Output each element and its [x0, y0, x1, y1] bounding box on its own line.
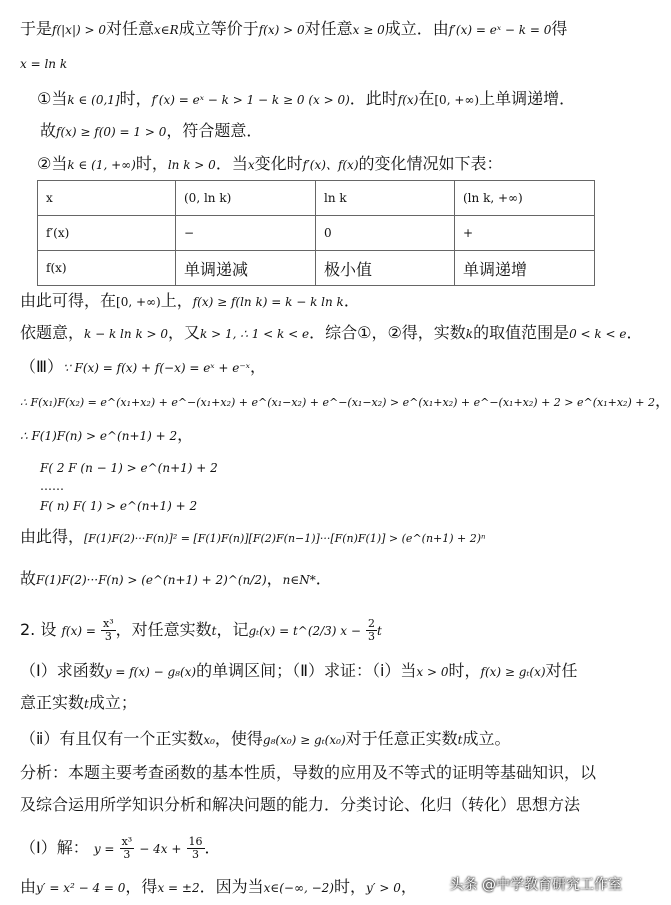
text: ．: [204, 838, 221, 857]
text: 时，: [448, 661, 481, 680]
text-line-18: [20, 692, 137, 715]
text: 时，: [119, 89, 152, 108]
math: x∈(−∞, −2): [263, 881, 334, 895]
text: ．综合①，②得，实数: [309, 323, 466, 342]
math: f′(x)、f(x): [302, 158, 359, 172]
text: ，: [249, 357, 266, 376]
text: ．当: [215, 154, 248, 173]
text: （Ⅰ）求函数: [20, 661, 105, 680]
text-line-3: [37, 88, 575, 111]
math: f(|x|) > 0: [52, 23, 106, 37]
text: 依题意，: [20, 323, 85, 342]
text: 成立等价于: [178, 19, 259, 38]
math: ∴ F(1)F(n) > e^(n+1) + 2: [20, 429, 178, 443]
math: y′ = x² − 4 = 0: [36, 881, 126, 895]
text: 对任意: [106, 19, 155, 38]
text-line-10: [20, 424, 193, 447]
text-line-7: [20, 322, 642, 345]
text-line-13: [40, 494, 197, 517]
fraction: [101, 618, 116, 643]
variation-table: [37, 180, 595, 286]
text: ，对任意实数: [115, 620, 212, 639]
text: 由此得，: [20, 527, 85, 546]
math: x = ±2: [157, 881, 200, 895]
text: （ⅱ）有且仅有一个正实数: [20, 729, 204, 748]
text-line-16: [20, 618, 382, 643]
math: 0 < k < e: [569, 327, 627, 341]
text: 上，: [160, 291, 193, 310]
math: f′(x) = eˣ − k > 1 − k ≥ 0 (x > 0): [151, 93, 350, 107]
numerator: x³: [121, 835, 133, 848]
table-cell: (0, ln k): [176, 181, 316, 216]
text: 对于任意正实数: [345, 729, 458, 748]
text: 的单调区间；（Ⅱ）求证：（ⅰ）当: [196, 661, 417, 680]
table-row: [38, 251, 595, 286]
text: 意正实数: [20, 693, 85, 712]
math: F( 2 F (n − 1) > e^(n+1) + 2: [40, 461, 218, 475]
math: t: [377, 624, 382, 638]
text: ，使得: [214, 729, 263, 748]
math: k − k ln k > 0: [84, 327, 169, 341]
table-row: [38, 181, 595, 216]
math: [0, +∞): [116, 295, 161, 309]
text: 2. 设: [20, 620, 57, 639]
math: y = f(x) − g₈(x): [104, 665, 197, 679]
table-cell: 极小值: [316, 251, 455, 286]
table-cell: ln k: [316, 181, 455, 216]
text: ，记: [216, 620, 249, 639]
math: [F(1)F(2)···F(n)]² = [F(1)F(n)][F(2)F(n−1)]···[F(n)F(1)] > (e^(n+1) + 2)ⁿ: [84, 532, 486, 545]
text-line-17: [20, 660, 578, 683]
math: t: [84, 697, 89, 711]
text-line-21: [20, 794, 580, 816]
numerator: x³: [103, 617, 114, 630]
math: ln k > 0: [167, 158, 216, 172]
math: y′ > 0: [366, 881, 401, 895]
text-line-19: [20, 728, 510, 751]
math: k ∈ (1, +∞): [67, 158, 136, 172]
text: ，: [177, 425, 194, 444]
text-line-5: [37, 153, 503, 176]
math: x > 0: [416, 665, 449, 679]
text-line-23: [20, 876, 417, 899]
math: t: [457, 733, 463, 747]
watermark: 头条 @中学教育研究工作室: [449, 877, 622, 893]
text: ．此时: [349, 89, 398, 108]
text: 的取值范围是: [473, 323, 570, 342]
table-cell: x: [38, 181, 176, 216]
text-line-6: [20, 290, 360, 313]
text: 及综合运用所学知识分析和解决问题的能力．分类讨论、化归（转化）思想方法: [20, 795, 581, 814]
math: x ≥ 0: [352, 23, 385, 37]
text: 时，: [135, 154, 168, 173]
text: 故: [40, 121, 57, 140]
text-line-14: [20, 526, 486, 550]
math: g₈(x₀) ≥ gₜ(x₀): [262, 733, 346, 747]
text: ，得: [125, 877, 158, 896]
math: f(x) =: [61, 624, 96, 638]
text: 上单调递增．: [479, 89, 576, 108]
text-line-15: [20, 568, 332, 591]
text: ．: [343, 291, 360, 310]
text: ②当: [37, 154, 68, 173]
text-line-4: [40, 120, 262, 143]
denominator: 3: [192, 848, 200, 861]
table-cell: (ln k, +∞): [455, 181, 595, 216]
table-cell: f(x): [38, 251, 176, 286]
text: 故: [20, 569, 37, 588]
text-line-9: [20, 390, 671, 414]
math: F( n) F( 1) > e^(n+1) + 2: [40, 499, 198, 513]
text: ．: [315, 569, 332, 588]
text-line-2: [20, 52, 67, 75]
text: 在: [418, 89, 435, 108]
text-line-22: [20, 836, 221, 861]
math: ∵ F(x) = f(x) + f(−x) = eˣ + e⁻ˣ: [63, 361, 250, 375]
text: ．: [626, 323, 643, 342]
denominator: 3: [368, 630, 376, 643]
text: （Ⅲ）: [20, 357, 64, 376]
math: f(x): [397, 93, 419, 107]
fraction: [187, 836, 205, 861]
denominator: 3: [104, 630, 112, 643]
math: f′(x) = eˣ − k = 0: [448, 23, 552, 37]
text-line-11: [40, 456, 218, 479]
text: 于是: [20, 19, 53, 38]
text: ，: [266, 569, 283, 588]
text: ①当: [37, 89, 68, 108]
math: k > 1, ∴ 1 < k < e: [200, 327, 310, 341]
math: f(x) ≥ f(0) = 1 > 0: [56, 125, 167, 139]
text-line-20: [20, 762, 596, 784]
table-cell: −: [176, 216, 316, 251]
text: 由: [20, 877, 37, 896]
denominator: 3: [123, 848, 131, 861]
math: k: [465, 327, 474, 341]
math: ……: [40, 479, 64, 493]
text: ，: [400, 877, 417, 896]
math: ∴ F(x₁)F(x₂) = e^(x₁+x₂) + e^−(x₁+x₂) + e^(x₁−x₂) + e^−(x₁−x₂) > e^(x₁+x₂) + e^−(x₁+x₂) + 2 > e^(x₁+x₂) + 2: [20, 396, 655, 409]
fraction: [366, 618, 377, 643]
text: ，又: [168, 323, 201, 342]
text: 分析：本题主要考查函数的基本性质，导数的应用及不等式的证明等基础知识，以: [20, 763, 597, 782]
text: 变化时: [254, 154, 303, 173]
table-cell: 单调递减: [176, 251, 316, 286]
text: 成立。: [462, 729, 511, 748]
math: f(x) ≥ gₜ(x): [480, 665, 546, 679]
math: t: [211, 624, 217, 638]
table-cell: +: [455, 216, 595, 251]
numerator: 2: [368, 617, 376, 630]
text: 对任意: [304, 19, 353, 38]
math: [0, +∞): [434, 93, 480, 107]
table-cell: 0: [316, 216, 455, 251]
text: （Ⅰ）解：: [20, 838, 89, 857]
math: f(x) > 0: [258, 23, 305, 37]
text: 由此可得，在: [20, 291, 117, 310]
text-line-8: [20, 356, 266, 379]
math: F(1)F(2)···F(n) > (e^(n+1) + 2)^(n/2): [36, 573, 267, 587]
math: x₀: [203, 733, 215, 747]
text: ，符合题意．: [166, 121, 263, 140]
text: 对任: [545, 661, 578, 680]
table-cell: 单调递增: [455, 251, 595, 286]
math: x: [247, 158, 255, 172]
math: f(x) ≥ f(ln k) = k − k ln k: [192, 295, 344, 309]
table-cell: f′(x): [38, 216, 176, 251]
math: − 4x +: [139, 842, 182, 856]
text: ，: [654, 391, 671, 410]
fraction: [120, 836, 135, 861]
numerator: 16: [188, 835, 203, 848]
math: gₜ(x) = t^(2/3) x −: [248, 624, 361, 638]
math: x = ln k: [20, 57, 68, 71]
text: 得: [551, 19, 568, 38]
text: ．因为当: [199, 877, 264, 896]
table-row: [38, 216, 595, 251]
text: 成立；: [88, 693, 137, 712]
math: y =: [93, 842, 115, 856]
text: 成立．由: [384, 19, 449, 38]
math: k ∈ (0,1]: [67, 93, 120, 107]
text: 的变化情况如下表：: [358, 154, 503, 173]
text: 时，: [333, 877, 366, 896]
math: n∈N*: [282, 573, 316, 587]
text-line-1: [20, 18, 567, 41]
math: x∈R: [154, 23, 179, 37]
